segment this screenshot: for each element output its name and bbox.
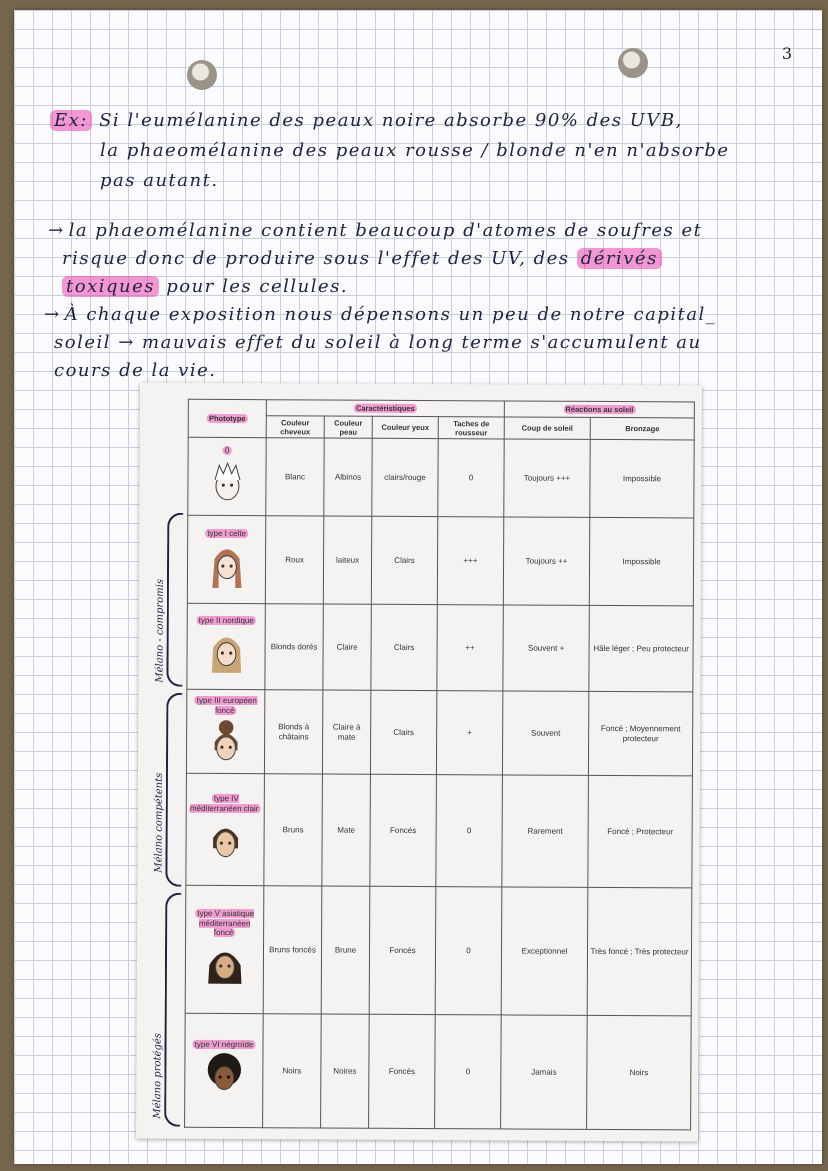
header-phototype: Phototype — [188, 399, 266, 437]
col-header: Bronzage — [590, 417, 694, 440]
example-label: Ex: — [50, 110, 92, 131]
phototype-cell: type III européen foncé — [186, 689, 264, 773]
group-brace — [164, 893, 181, 1127]
phototype-table — [184, 399, 695, 1131]
phototype-cell: type VI négroïde — [185, 1013, 264, 1127]
note-line-6: toxiques pour les cellules. — [62, 276, 348, 297]
note-line-1: Ex: Si l'eumélanine des peaux noire absorbe 90% des UVB, — [50, 110, 683, 131]
header-caracteristiques: Caractéristiques — [266, 400, 504, 417]
col-header: Couleur yeux — [372, 416, 438, 438]
page-number: 3 — [781, 44, 792, 63]
group-label-compromis: Mélano - compromis — [154, 578, 166, 683]
note-line-3: pas autant. — [100, 170, 219, 191]
punch-hole — [618, 48, 648, 78]
col-header: Taches de rousseur — [438, 417, 504, 439]
arrow-icon: → — [44, 304, 61, 325]
arrow-icon: → — [48, 220, 65, 241]
col-header: Couleur peau — [324, 416, 372, 438]
face-illustration-icon — [205, 538, 247, 590]
face-illustration-icon — [203, 938, 245, 990]
phototype-cell: 0 — [188, 437, 266, 515]
note-line-7: → À chaque exposition nous dépensons un peu de notre capital_ — [44, 304, 717, 325]
face-illustration-icon — [205, 625, 247, 677]
table-row: type I celte Roux laiteux Clairs +++ Toujours ++ Impossible — [187, 515, 694, 606]
header-reactions: Réactions au soleil — [504, 401, 694, 418]
phototype-cell: type IV méditerranéen clair — [186, 773, 265, 885]
note-line-2: la phaeomélanine des peaux rousse / blonde n'en n'absorbe — [100, 140, 730, 161]
group-brace — [165, 693, 182, 887]
note-line-8: soleil → mauvais effet du soleil à long terme s'accumulent au — [54, 332, 702, 353]
face-illustration-icon — [203, 1049, 245, 1101]
punch-hole — [187, 60, 217, 90]
table-row: type II nordique Blonds dorés Claire Clairs ++ Souvent + Hâle léger ; Peu protecteur — [187, 603, 693, 692]
phototype-cell: type II nordique — [187, 603, 265, 689]
phototype-cell: type V asiatique méditerranéen foncé — [185, 885, 264, 1013]
face-illustration-icon — [206, 455, 248, 507]
col-header: Coup de soleil — [504, 417, 590, 439]
group-brace — [166, 513, 183, 687]
group-label-proteges: Mélano protégés — [152, 1033, 164, 1119]
table-row: 0 Blanc Albinos clairs/rouge 0 Toujours +++ Impossible — [188, 437, 694, 518]
col-header: Couleur cheveux — [266, 416, 324, 438]
table-row: type III européen foncé Blonds à châtains Claire à mate Clairs + Souvent Foncé ; Moyennement protecteur — [186, 689, 692, 776]
table-row: type VI négroïde Noirs Noires Foncés 0 Jamais Noirs — [185, 1013, 692, 1130]
group-label-competents: Mélano compétents — [153, 772, 165, 873]
note-line-4: → la phaeomélanine contient beaucoup d'atomes de soufres et — [48, 220, 703, 241]
face-illustration-icon — [204, 813, 246, 865]
table-row: type IV méditerranéen clair Bruns Mate Foncés 0 Rarement Foncé ; Protecteur — [186, 773, 693, 888]
phototype-sheet — [136, 383, 702, 1142]
face-illustration-icon — [204, 715, 246, 767]
table-row: type V asiatique méditerranéen foncé Bruns foncés Brune Foncés 0 Exceptionnel Très foncé ; Très protecteur — [185, 885, 692, 1016]
note-line-5: risque donc de produire sous l'effet des UV, des dérivés — [62, 248, 662, 269]
highlight-derives: dérivés — [577, 248, 662, 269]
note-line-9: cours de la vie. — [54, 360, 217, 381]
phototype-cell: type I celte — [187, 515, 265, 603]
highlight-toxiques: toxiques — [62, 276, 159, 297]
